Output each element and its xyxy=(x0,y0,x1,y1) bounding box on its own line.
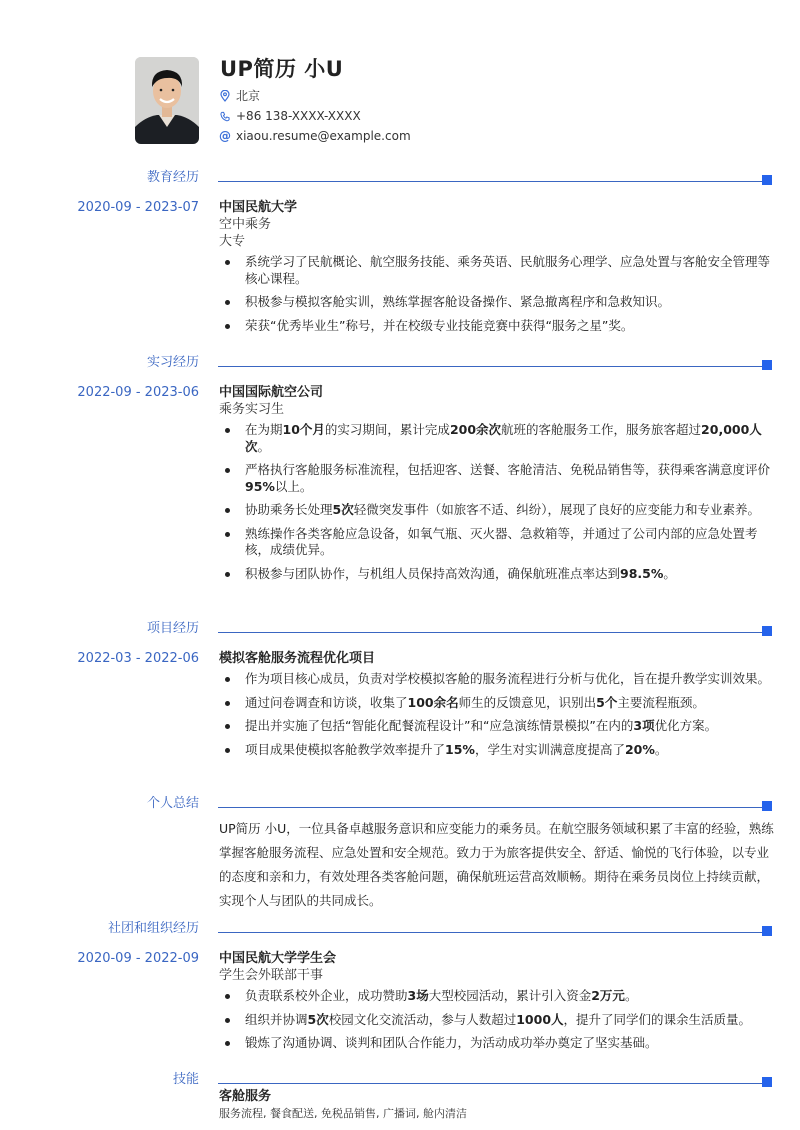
section-square-marker xyxy=(762,175,772,185)
list-item: 项目成果使模拟客舱教学效率提升了15%，学生对实训满意度提高了20%。 xyxy=(219,742,774,759)
section-divider xyxy=(218,1083,762,1084)
section-square-marker xyxy=(762,801,772,811)
section-title: 个人总结 xyxy=(146,796,199,811)
list-item: 提出并实施了包括“智能化配餐流程设计”和“应急演练情景模拟”在内的3项优化方案。 xyxy=(219,718,774,735)
list-item: 协助乘务长处理5次轻微突发事件（如旅客不适、纠纷），展现了良好的应变能力和专业素养。 xyxy=(219,502,774,519)
section-square-marker xyxy=(762,1077,772,1087)
list-item: 通过问卷调查和访谈，收集了100余名师生的反馈意见，识别出5个主要流程瓶颈。 xyxy=(219,695,774,712)
entry-date: 2020-09 - 2022-09 xyxy=(77,951,199,966)
section-divider xyxy=(218,932,762,933)
section-divider xyxy=(218,181,762,182)
list-item: 锻炼了沟通协调、谈判和团队合作能力，为活动成功举办奠定了坚实基础。 xyxy=(219,1035,774,1052)
location-pin-icon xyxy=(220,90,230,102)
contact-phone xyxy=(220,106,620,126)
education-bullets xyxy=(219,254,774,341)
list-item: 荣获“优秀毕业生”称号，并在校级专业技能竞赛中获得“服务之星”奖。 xyxy=(219,318,774,335)
section-square-marker xyxy=(762,360,772,370)
list-item: 组织并协调5次校园文化交流活动，参与人数超过1000人，提升了同学们的课余生活质量。 xyxy=(219,1012,774,1029)
phone-icon xyxy=(220,110,230,122)
section-organization-header xyxy=(0,920,800,940)
job-role: 乘务实习生 xyxy=(219,402,285,417)
degree: 大专 xyxy=(219,234,246,249)
email-text[interactable]: xiaou.resume@example.com xyxy=(236,129,411,143)
list-item: 负责联系校外企业，成功赞助3场大型校园活动，累计引入资金2万元。 xyxy=(219,988,774,1005)
major: 空中乘务 xyxy=(219,217,272,232)
section-title: 技能 xyxy=(172,1072,199,1087)
section-internship-header xyxy=(0,354,800,374)
organization-bullets xyxy=(219,988,774,1059)
entry-date: 2020-09 - 2023-07 xyxy=(77,200,199,215)
list-item: 积极参与模拟客舱实训，熟练掌握客舱设备操作、紧急撤离程序和急救知识。 xyxy=(219,294,774,311)
list-item: 积极参与团队协作，与机组人员保持高效沟通，确保航班准点率达到98.5%。 xyxy=(219,566,774,583)
project-name: 模拟客舱服务流程优化项目 xyxy=(219,651,376,666)
org-name: 中国民航大学学生会 xyxy=(219,951,337,966)
section-divider xyxy=(218,632,762,633)
avatar-photo-icon xyxy=(135,57,199,144)
school-name: 中国民航大学 xyxy=(219,200,298,215)
contact-email[interactable] xyxy=(220,126,620,146)
section-title: 实习经历 xyxy=(146,355,199,370)
org-role: 学生会外联部干事 xyxy=(219,968,324,983)
section-square-marker xyxy=(762,626,772,636)
skill-category: 客舱服务 xyxy=(219,1089,272,1104)
section-title: 社团和组织经历 xyxy=(107,921,199,936)
location-text: 北京 xyxy=(236,89,261,103)
section-summary-header xyxy=(0,795,800,815)
list-item: 严格执行客舱服务标准流程，包括迎客、送餐、客舱清洁、免税品销售等，获得乘客满意度评价95%以上。 xyxy=(219,462,774,495)
section-divider xyxy=(218,366,762,367)
list-item: 熟练操作各类客舱应急设备，如氧气瓶、灭火器、急救箱等，并通过了公司内部的应急处置考核，成绩优异。 xyxy=(219,526,774,559)
candidate-name: UP简历 小U xyxy=(220,57,344,81)
at-email-icon: @ xyxy=(219,129,231,143)
entry-date: 2022-03 - 2022-06 xyxy=(77,651,199,666)
contact-location xyxy=(220,86,620,106)
avatar xyxy=(135,57,199,144)
list-item: 作为项目核心成员，负责对学校模拟客舱的服务流程进行分析与优化，旨在提升教学实训效果。 xyxy=(219,671,774,688)
section-skills-header xyxy=(0,1071,800,1091)
summary-text: UP简历 小U，一位具备卓越服务意识和应变能力的乘务员。在航空服务领域积累了丰富的经验，熟练掌握客舱服务流程、应急处置和安全规范。致力于为旅客提供安全、舒适、愉悦的飞行体验，以专业的态度和亲和力，有效处理各类客舱问题，确保航班运营高效顺畅。期待在乘务员岗位上持续贡献，实现个人与团队的共同成长。 xyxy=(219,821,774,908)
section-title: 教育经历 xyxy=(146,170,199,185)
section-divider xyxy=(218,807,762,808)
phone-text: +86 138-XXXX-XXXX xyxy=(236,109,361,123)
project-bullets xyxy=(219,671,774,765)
section-title: 项目经历 xyxy=(146,621,199,636)
company-name: 中国国际航空公司 xyxy=(219,385,324,400)
list-item: 在为期10个月的实习期间，累计完成200余次航班的客舱服务工作，服务旅客超过20,000人次。 xyxy=(219,422,774,455)
list-item: 系统学习了民航概论、航空服务技能、乘务英语、民航服务心理学、应急处置与客舱安全管理等核心课程。 xyxy=(219,254,774,287)
section-education-header xyxy=(0,169,800,189)
section-square-marker xyxy=(762,926,772,936)
entry-date: 2022-09 - 2023-06 xyxy=(77,385,199,400)
skill-items: 服务流程, 餐食配送, 免税品销售, 广播词, 舱内清洁 xyxy=(219,1107,467,1120)
section-project-header xyxy=(0,620,800,640)
internship-bullets xyxy=(219,422,774,589)
